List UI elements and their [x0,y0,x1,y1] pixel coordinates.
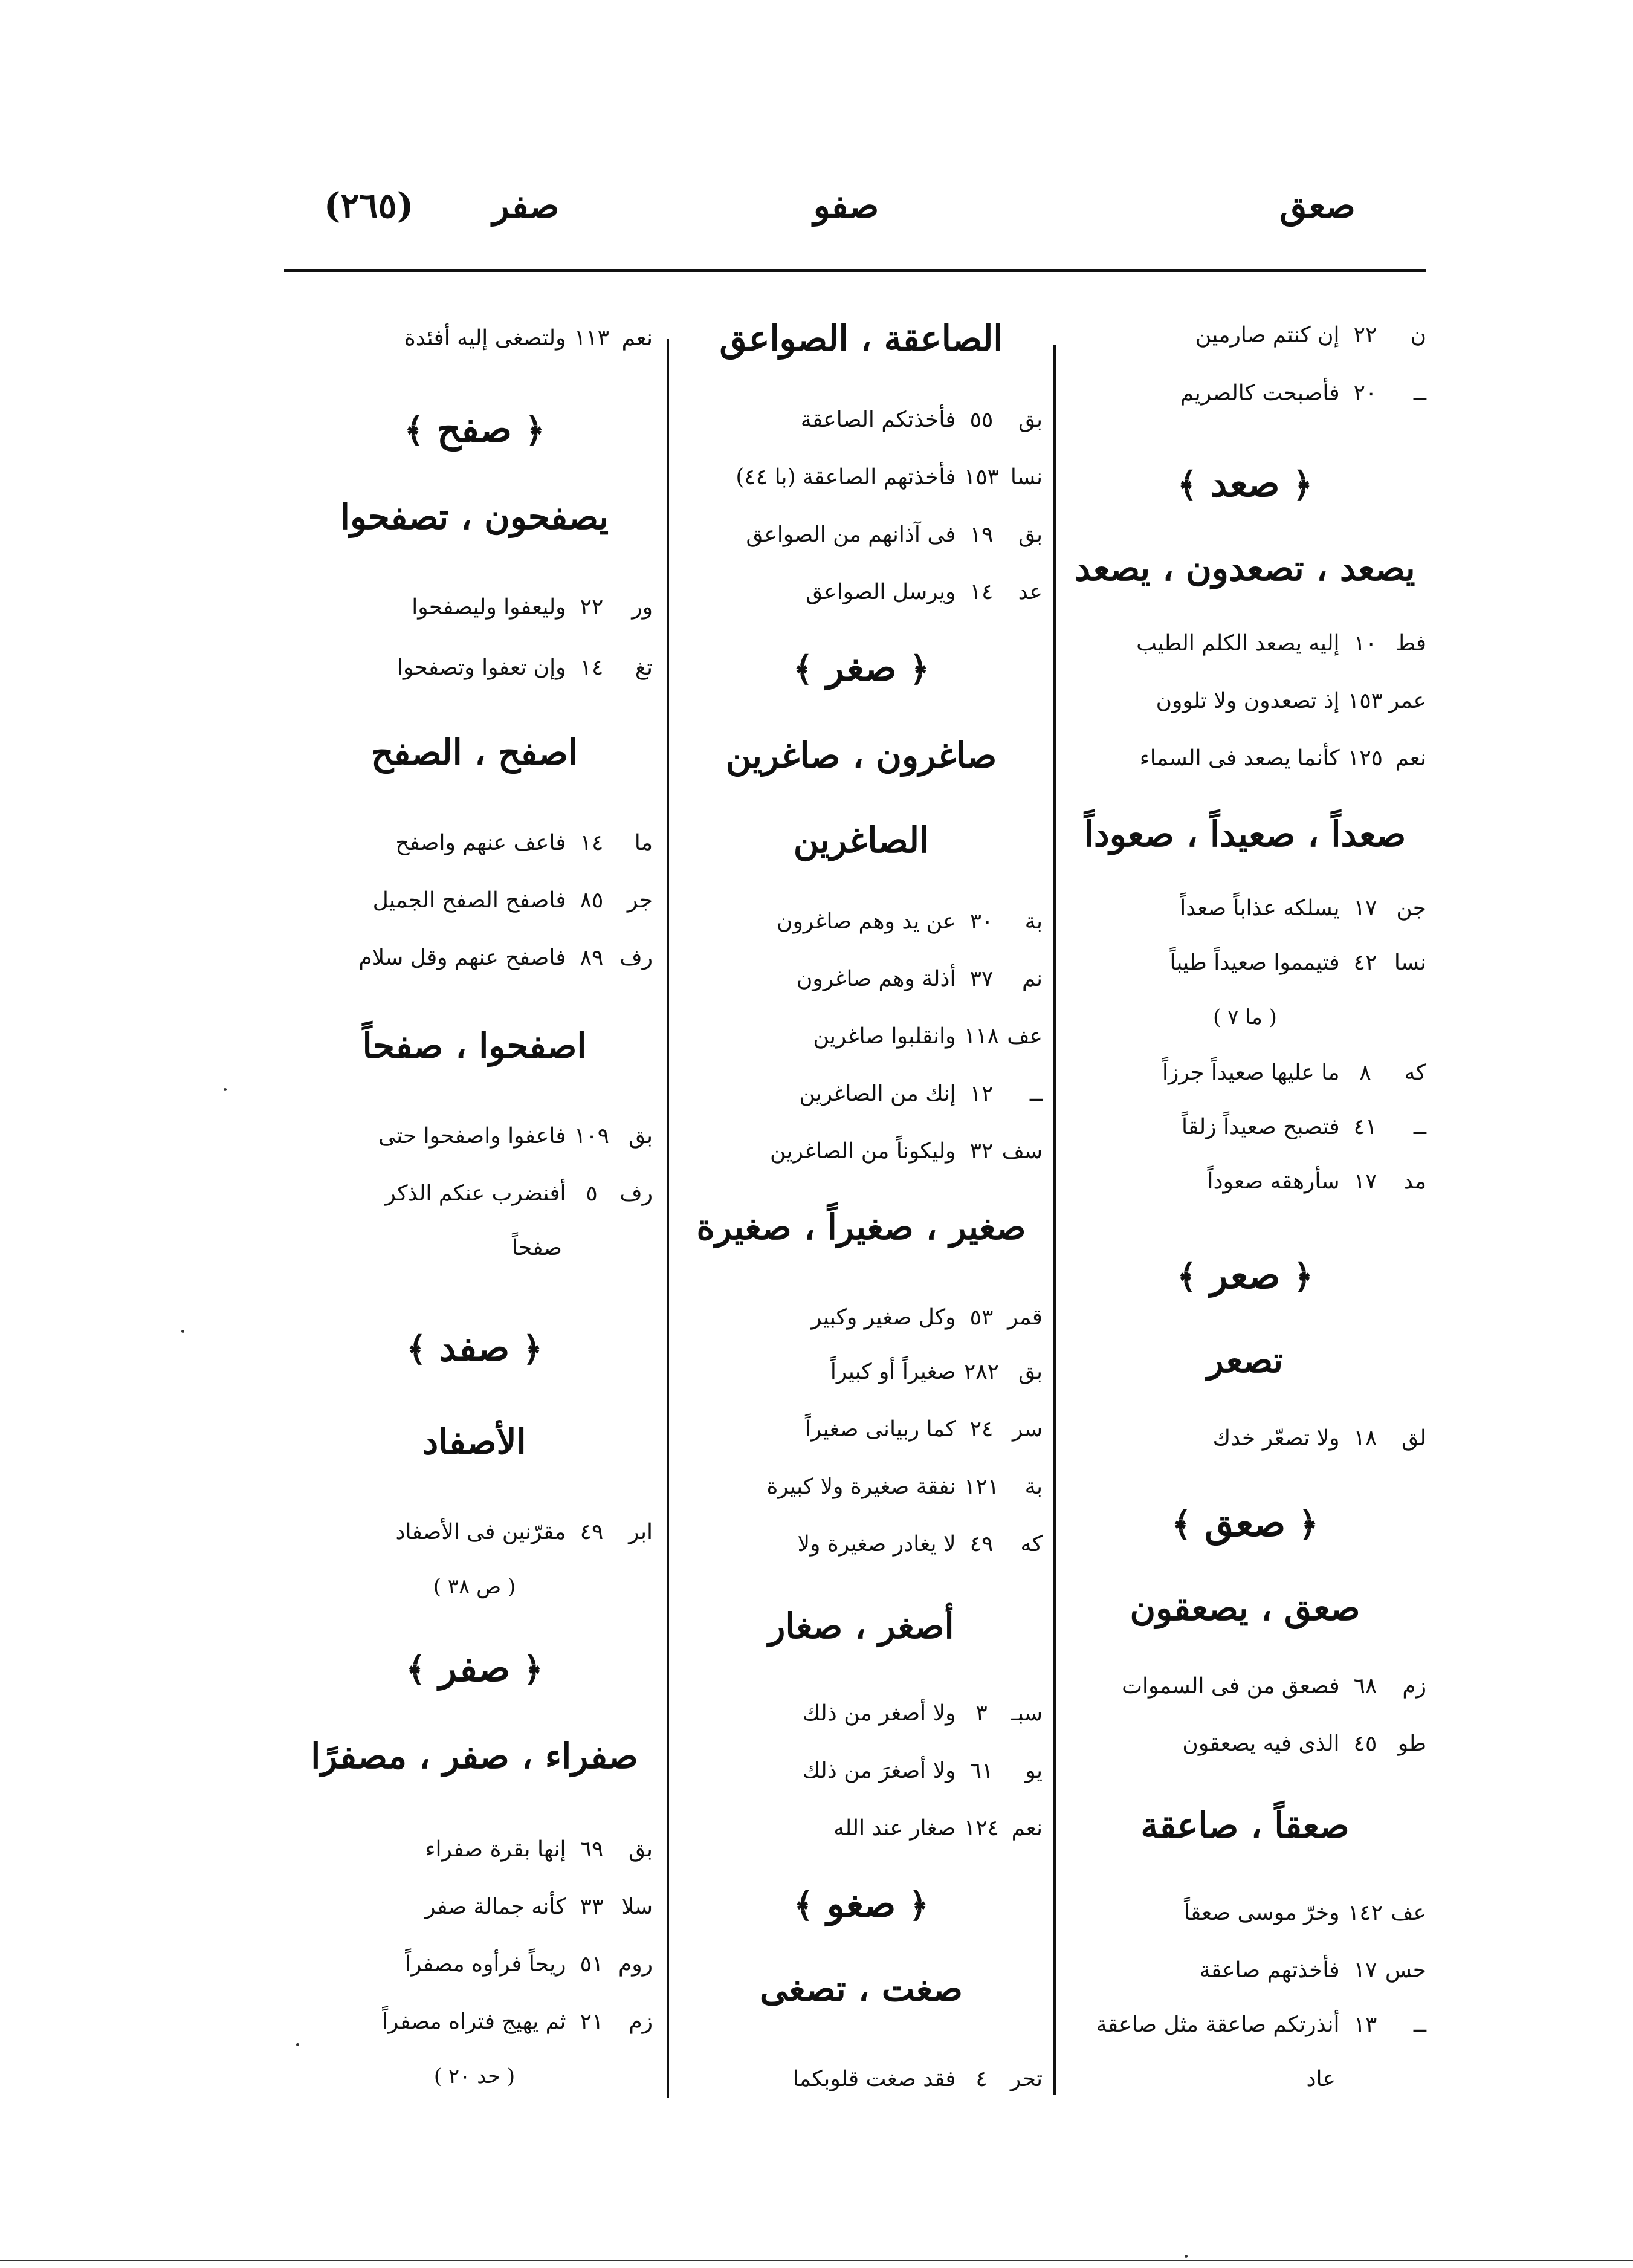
root-heading [1064,1499,1426,1549]
verse-ref [680,2064,1043,2095]
verse-text: فاصفح عنهم وقل سلام [358,945,566,970]
verse-text: أنذرتكم صاعقة مثل صاعقة [1096,2012,1340,2037]
root-word: صعق [1204,1501,1286,1545]
root-heading [680,644,1043,693]
sura-abbrev: نعم [621,326,653,351]
ornate-bracket-open: ﴿ [908,1885,929,1925]
verse-ref [1064,744,1426,774]
verse-number: ٦٩ [580,1837,604,1862]
verse-ref [296,653,653,683]
verse-ref [296,943,653,973]
verse-ref [680,1756,1043,1786]
verse-text: فأصبحت كالصريم [1180,381,1340,406]
verse-ref [1064,1058,1426,1088]
verse-text: صغيراً أو كبيراً [830,1359,956,1384]
verse-number: ٤ [975,2067,988,2091]
verse-number: ١٢٤ [963,1816,999,1841]
verse-text: وليكوناً من الصاغرين [770,1139,956,1164]
sura-abbrev: زم [629,2009,653,2034]
ornate-bracket-open: ﴿ [525,410,545,450]
verse-ref [680,1813,1043,1844]
verse-number: ١٧ [1353,1958,1377,1983]
verse-number: ١٥٣ [963,465,999,490]
verse-number: ٨ [1359,1060,1371,1085]
verse-ref [680,405,1043,435]
verse-continuation: عاد [1306,2067,1336,2091]
verse-text: أذلة وهم صاغرون [796,967,956,991]
word-forms-heading: صغت ، تصغى [759,1968,963,2009]
verse-ref [1064,1955,1426,1986]
verse-number: ٥٣ [969,1305,994,1330]
verse-ref [680,964,1043,994]
word-forms-heading: الصاعقة ، الصواعق [719,318,1003,359]
ornate-bracket-open: ﴿ [523,1650,543,1690]
sura-abbrev: ــ [1029,1081,1043,1106]
scan-speck [296,2043,299,2046]
verse-text: فتصبح صعيداً زلقاً [1182,1115,1340,1139]
root-word: صفح [436,407,513,451]
word-forms-heading: يصفحون ، تصفحوا [340,496,609,537]
verse-text: فأخذتهم الصاعقة (با ٤٤) [736,465,956,490]
sura-abbrev: سف [1001,1139,1043,1164]
verse-number: ٤٩ [969,1532,994,1557]
scan-speck [224,1088,227,1091]
verse-text: كأنه جمالة صفر [425,1894,566,1919]
sura-abbrev: حس [1385,1958,1426,1983]
sura-abbrev: كه [1020,1532,1043,1557]
verse-ref [1064,893,1426,924]
verse-number: ٥٥ [969,407,994,432]
verse-text: فصعق من فى السموات [1122,1674,1340,1699]
verse-ref [1064,1112,1426,1142]
sura-abbrev: لق [1402,1426,1426,1451]
sura-abbrev: عمر [1388,688,1426,713]
verse-text: لا يغادر صغيرة ولا [797,1532,956,1557]
verse-text: ولا أصغر من ذلك [802,1701,956,1726]
verse-ref [680,1472,1043,1502]
verse-text: أفنضرب عنكم الذكر [385,1181,566,1206]
verse-ref [296,1835,653,1865]
verse-ref [680,1699,1043,1729]
root-heading [296,1644,653,1694]
sura-abbrev: ابر [629,1520,653,1544]
verse-ref [680,907,1043,937]
verse-text: وليعفوا وليصفحوا [412,595,566,620]
verse-ref [296,1892,653,1922]
verse-number: ٢٢ [580,595,604,620]
verse-ref [296,886,653,916]
verse-text: فاعفوا واصفحوا حتى [378,1124,566,1149]
verse-text: وانقلبوا صاغرين [813,1024,956,1049]
verse-number: ٣٢ [969,1139,994,1164]
verse-text: وإن تعفوا وتصفحوا [396,655,566,680]
verse-text: ما عليها صعيداً جرزاً [1162,1060,1340,1085]
verse-number: ١٥٣ [1347,688,1383,713]
verse-number: ٥ [586,1181,598,1206]
verse-continuation: صفحاً [512,1236,562,1260]
verse-number: ١٤ [580,655,604,680]
verse-ref [1064,1424,1426,1454]
column-divider-right [1053,345,1056,2095]
root-word: صعر [1209,1253,1281,1297]
sura-abbrev: نم [1022,967,1043,991]
sura-abbrev: رف [619,1181,653,1206]
word-forms-heading: تصعر [1206,1340,1284,1381]
root-word: صفد [439,1326,510,1370]
word-forms-heading: الأصفاد [422,1421,526,1462]
sura-abbrev: بق [1018,1359,1043,1384]
sura-abbrev: بة [1024,1474,1043,1499]
verse-number: ١٤٢ [1347,1900,1383,1925]
sura-abbrev: ما [634,831,653,855]
verse-ref [1064,1167,1426,1197]
sura-abbrev: سر [1012,1417,1043,1442]
header-center-word: صفو [813,185,879,226]
verse-text: فأخذتكم الصاعقة [800,407,956,432]
verse-text: ولتصغى إليه أفئدة [404,326,566,351]
sura-abbrev: زم [1402,1674,1426,1699]
sura-abbrev: جر [627,888,653,913]
verse-ref [1064,1729,1426,1759]
verse-text: عن يد وهم صاغرون [777,909,956,934]
sura-abbrev: يو [1025,1758,1043,1783]
verse-number: ١٠٩ [574,1124,609,1149]
word-forms-heading: صاغرون ، صاغرين [725,735,997,776]
verse-ref [680,520,1043,550]
verse-number: ١٧ [1353,1169,1377,1194]
verse-number: ٤٢ [1353,950,1377,975]
sura-abbrev: بة [1024,909,1043,934]
ornate-bracket-close: ﴾ [794,1885,814,1925]
verse-text: مقرّنين فى الأصفاد [395,1520,566,1544]
sura-abbrev: طو [1397,1731,1426,1756]
word-forms-heading: صعق ، يصعقون [1130,1587,1360,1628]
sura-abbrev: ور [632,595,653,620]
verse-ref [296,1517,653,1547]
sura-abbrev: ــ [1413,1115,1426,1139]
word-forms-heading: صعقاً ، صاعقة [1140,1805,1350,1846]
verse-ref [296,323,653,354]
verse-ref [1064,948,1426,978]
verse-text: فتيمموا صعيداً طيباً [1169,950,1340,975]
root-heading [296,405,653,455]
verse-ref [1064,686,1426,716]
verse-number: ١٢١ [963,1474,999,1499]
ornate-bracket-close: ﴾ [406,1329,427,1369]
root-heading [680,1880,1043,1929]
verse-ref [296,1121,653,1152]
header-left-word: صفر [492,185,560,226]
cross-reference-note: ( ما ٧ ) [1213,1005,1277,1029]
verse-text: إنك من الصاغرين [799,1081,956,1106]
scan-speck [181,1330,184,1333]
verse-number: ١١٨ [963,1024,999,1049]
verse-ref [680,462,1043,493]
verse-number: ٣٣ [580,1894,604,1919]
verse-number: ٤٥ [1353,1731,1377,1756]
sura-abbrev: سلا [621,1894,653,1919]
verse-number: ١٣ [1353,2012,1377,2037]
verse-ref [680,1529,1043,1560]
verse-ref [680,1079,1043,1109]
sura-abbrev: بق [628,1837,653,1862]
verse-ref [296,1949,653,1980]
sura-abbrev: نعم [1395,746,1426,771]
verse-number: ٤١ [1353,1115,1377,1139]
verse-number: ٢١ [580,2009,604,2034]
ornate-bracket-open: ﴿ [1293,465,1313,505]
verse-text: وخرّ موسى صعقاً [1183,1900,1340,1925]
verse-text: فقد صغت قلوبكما [792,2067,956,2091]
verse-number: ١٤ [580,831,604,855]
sura-abbrev: كه [1404,1060,1426,1085]
page-number: (٢٦٥) [323,185,414,226]
sura-abbrev: عف [1007,1024,1043,1049]
root-word: صغو [826,1882,896,1926]
ornate-bracket-close: ﴾ [1177,1257,1197,1297]
verse-ref [680,1136,1043,1167]
word-forms-heading: اصفحوا ، صفحاً [362,1025,587,1066]
verse-ref [680,1357,1043,1387]
sura-abbrev: رف [619,945,653,970]
verse-ref [1064,1898,1426,1928]
verse-ref [680,577,1043,608]
verse-text: ريحاً فرأوه مصفراً [405,1952,566,1977]
verse-text: وكل صغير وكبير [811,1305,956,1330]
verse-ref [680,1414,1043,1445]
root-word: صعد [1210,461,1280,505]
verse-ref [1064,1671,1426,1702]
verse-text: نفقة صغيرة ولا كبيرة [766,1474,956,1499]
ornate-bracket-close: ﴾ [793,649,813,689]
word-forms-heading: صفراء ، صفر ، مصفرًا [311,1735,638,1777]
verse-ref [1064,378,1426,409]
verse-ref [1064,320,1426,351]
verse-number: ١٠ [1353,631,1377,656]
verse-text: سأرهقه صعوداً [1207,1169,1340,1194]
verse-ref [296,592,653,623]
verse-text: فى آذانهم من الصواعق [746,522,956,547]
sura-abbrev: جن [1396,896,1426,921]
sura-abbrev: روم [618,1952,653,1977]
verse-text: فأخذتهم صاعقة [1199,1958,1340,1983]
header-right-word: صعق [1279,185,1356,226]
sura-abbrev: قمر [1007,1305,1043,1330]
scan-speck [1185,2255,1188,2258]
column-right [1064,308,1426,2122]
sura-abbrev: عف [1391,1900,1426,1925]
ornate-bracket-close: ﴾ [406,1650,426,1690]
verse-number: ٢٨٢ [963,1359,999,1384]
ornate-bracket-close: ﴾ [1171,1505,1192,1544]
word-forms-heading: يصعد ، تصعدون ، يصعد [1075,548,1415,589]
verse-text: فاعف عنهم واصفح [395,831,566,855]
verse-number: ٣٠ [969,909,994,934]
verse-number: ١٤ [969,580,994,604]
sura-abbrev: مد [1403,1169,1426,1194]
sura-abbrev: عد [1018,580,1043,604]
verse-ref [296,1179,653,1209]
word-forms-heading: أصغر ، صغار [768,1605,954,1647]
verse-text: صغار عند الله [833,1816,956,1841]
verse-number: ١٨ [1353,1426,1377,1451]
ornate-bracket-close: ﴾ [404,410,424,450]
verse-number: ٣٧ [969,967,994,991]
sura-abbrev: ن [1410,323,1426,348]
verse-text: ولا أصغرَ من ذلك [802,1758,956,1783]
sura-abbrev: نسا [1010,465,1043,490]
sura-abbrev: ــ [1413,381,1426,406]
sura-abbrev: نعم [1011,1816,1043,1841]
sura-abbrev: تحر [1010,2067,1043,2091]
verse-text: ويرسل الصواعق [806,580,956,604]
verse-text: إليه يصعد الكلم الطيب [1136,631,1340,656]
verse-number: ١٢ [969,1081,994,1106]
verse-ref [680,1022,1043,1052]
column-middle [680,308,1043,2122]
verse-number: ٨٥ [580,888,604,913]
root-heading [1064,1251,1426,1301]
column-divider-left [667,339,669,2098]
verse-number: ٥١ [580,1952,604,1977]
ornate-bracket-open: ﴿ [522,1329,543,1369]
root-heading [296,1324,653,1373]
sura-abbrev: تغ [635,655,653,680]
column-left [296,308,653,2122]
verse-number: ٣ [975,1701,988,1726]
verse-number: ٢٤ [969,1417,994,1442]
verse-number: ٨٩ [580,945,604,970]
sura-abbrev: بق [628,1124,653,1149]
verse-number: ١٩ [969,522,994,547]
verse-number: ١٢٥ [1347,746,1383,771]
word-forms-heading: اصفح ، الصفح [370,732,578,773]
word-forms-heading: صغير ، صغيراً ، صغيرة [696,1207,1026,1248]
verse-text: إنها بقرة صفراء [425,1837,566,1862]
ornate-bracket-open: ﴿ [909,649,930,689]
ornate-bracket-close: ﴾ [1177,465,1197,505]
verse-ref [296,2007,653,2037]
ornate-bracket-open: ﴿ [1298,1505,1319,1544]
verse-text: إن كنتم صارمين [1195,323,1340,348]
header-rule [284,269,1426,272]
verse-number: ١٧ [1353,896,1377,921]
verse-number: ١١٣ [574,326,609,351]
verse-text: الذى فيه يصعقون [1182,1731,1340,1756]
ornate-bracket-open: ﴿ [1293,1257,1313,1297]
verse-text: إذ تصعدون ولا تلوون [1156,688,1340,713]
verse-text: كأنما يصعد فى السماء [1139,746,1340,771]
verse-ref [680,1303,1043,1333]
sura-abbrev: بق [1018,407,1043,432]
root-word: صفر [438,1646,511,1690]
verse-number: ٦٨ [1353,1674,1377,1699]
word-forms-heading: صعداً ، صعيداً ، صعوداً [1084,814,1406,855]
verse-number: ٦١ [969,1758,994,1783]
sura-abbrev: نسا [1394,950,1426,975]
verse-text: فاصفح الصفح الجميل [372,888,566,913]
verse-number: ٢٢ [1353,323,1377,348]
scan-bottom-edge [0,2260,1633,2261]
cross-reference-note: ( حد ٢٠ ) [433,2064,516,2088]
verse-text: كما ربيانى صغيراً [804,1417,956,1442]
verse-text: ولا تصعّر خدك [1212,1426,1340,1451]
verse-number: ٤٩ [580,1520,604,1544]
verse-text: ثم يهيج فتراه مصفراً [382,2009,566,2034]
sura-abbrev: بق [1018,522,1043,547]
verse-ref [1064,629,1426,659]
sura-abbrev: فط [1395,631,1426,656]
cross-reference-note: ( ص ٣٨ ) [433,1575,516,1599]
verse-ref [1036,2010,1426,2040]
sura-abbrev: ــ [1413,2012,1426,2037]
root-heading [1064,459,1426,509]
sura-abbrev: سبـ [1011,1701,1043,1726]
word-forms-heading: الصاغرين [793,820,930,861]
verse-text: يسلكه عذاباً صعداً [1180,896,1340,921]
root-word: صغر [826,646,897,690]
verse-ref [296,828,653,858]
verse-number: ٢٠ [1353,381,1377,406]
